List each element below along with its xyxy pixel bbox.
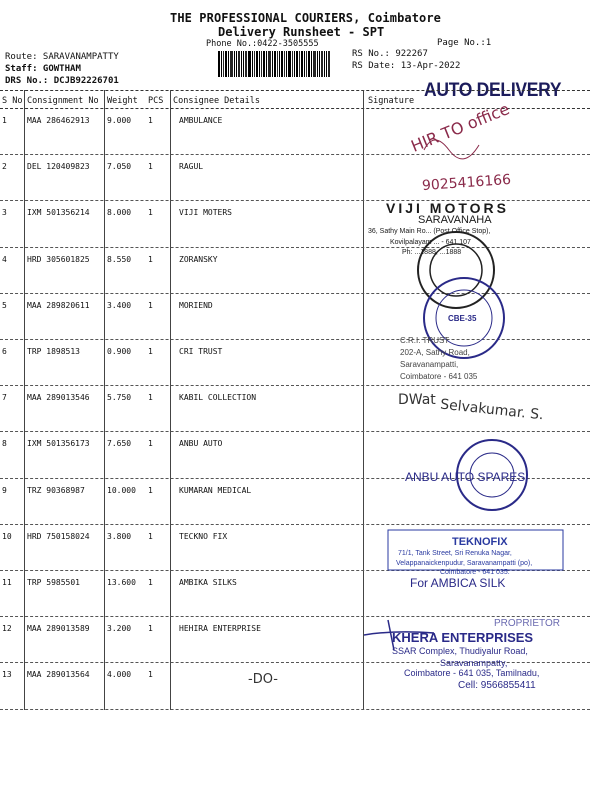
row-pcs: 1 xyxy=(148,578,153,587)
barcode-bar xyxy=(296,51,298,77)
row-consignee: KABIL COLLECTION xyxy=(179,393,257,403)
barcode-bar xyxy=(328,51,330,77)
row-consignee: AMBIKA SILKS xyxy=(179,578,237,587)
runsheet-title: Delivery Runsheet - SPT xyxy=(218,25,385,39)
barcode-bar xyxy=(252,51,253,77)
cri-stamp: C.R.I. TRUST xyxy=(400,336,450,345)
teknofix-stamp-line: Velappanaickenpudur, Saravanampatti (po), xyxy=(396,560,533,567)
row-weight: 3.200 xyxy=(107,624,132,634)
barcode-bar xyxy=(241,51,242,77)
row-sno: 7 xyxy=(2,393,7,403)
viji-stamp-sub: SARAVANAHA xyxy=(418,214,492,226)
handwritten-phone: 9025416166 xyxy=(421,171,512,195)
teknofix-stamp-title: TEKNOFIX xyxy=(452,536,508,548)
cri-stamp: 202-A, Sathy Road, xyxy=(400,348,470,357)
col-header-sno: S No xyxy=(2,96,23,106)
khera-stamp-line: Saravanampatty, xyxy=(440,658,508,668)
row-consignee: KUMARAN MEDICAL xyxy=(179,485,252,495)
row-sno: 13 xyxy=(2,670,12,680)
row-consignment-no: MAA 289013546 xyxy=(27,393,90,403)
cri-stamp: Coimbatore - 641 035 xyxy=(400,372,478,381)
row-pcs: 1 xyxy=(148,670,153,680)
rs-date: RS Date: 13-Apr-2022 xyxy=(352,61,461,71)
row-consignment-no: IXM 501356214 xyxy=(27,208,90,218)
row-weight: 8.550 xyxy=(107,254,132,264)
barcode-bar xyxy=(294,51,295,77)
row-consignee: ZORANSKY xyxy=(179,254,218,264)
col-header-pcs: PCS xyxy=(148,96,164,106)
proprietor-label: PROPRIETOR xyxy=(494,618,560,629)
row-pcs: 1 xyxy=(148,208,153,218)
row-pcs: 1 xyxy=(148,300,153,310)
barcode-bar xyxy=(277,51,278,77)
barcode-bar xyxy=(221,51,222,77)
barcode-bar xyxy=(319,51,320,77)
barcode-bar xyxy=(230,51,233,77)
barcode-bar xyxy=(228,51,229,77)
barcode-bar xyxy=(284,51,285,77)
row-consignee: MORIEND xyxy=(179,300,213,310)
col-header-signature: Signature xyxy=(368,96,415,106)
row-pcs: 1 xyxy=(148,393,153,403)
teknofix-stamp-line: Coimbatore - 641 035. xyxy=(440,569,510,576)
row-consignment-no: MAA 289013589 xyxy=(27,624,90,634)
cri-stamp: Saravanampatti, xyxy=(400,360,459,369)
barcode-bar xyxy=(268,51,271,77)
barcode-bar xyxy=(234,51,235,77)
barcode-bar xyxy=(274,51,276,77)
row-consignment-no: HRD 750158024 xyxy=(27,531,90,541)
col-header-consignee: Consignee Details xyxy=(173,96,260,106)
row-weight: 9.000 xyxy=(107,116,132,125)
barcode-bar xyxy=(324,51,325,77)
row-weight: 5.750 xyxy=(107,393,132,403)
row-weight: 3.800 xyxy=(107,531,132,541)
row-consignee: CRI TRUST xyxy=(179,347,223,356)
row-weight: 0.900 xyxy=(107,347,132,356)
row-weight: 3.400 xyxy=(107,300,132,310)
barcode-bar xyxy=(218,51,220,77)
row-sno: 2 xyxy=(2,162,7,172)
barcode-bar xyxy=(321,51,323,77)
barcode-bar xyxy=(245,51,247,77)
row-sno: 3 xyxy=(2,208,7,218)
header-top-line xyxy=(0,90,590,91)
row-sno: 1 xyxy=(2,116,7,125)
row-weight: 7.050 xyxy=(107,162,132,172)
row-sno: 8 xyxy=(2,439,7,449)
row-sno: 11 xyxy=(2,578,12,587)
anbu-stamp: ANBU AUTO SPARES xyxy=(405,470,526,484)
row-sno: 10 xyxy=(2,531,12,541)
barcode xyxy=(218,51,337,77)
barcode-bar xyxy=(256,51,258,77)
barcode-bar xyxy=(299,51,300,77)
row-consignment-no: MAA 289013564 xyxy=(27,670,90,680)
row-weight: 7.650 xyxy=(107,439,132,449)
row-sno: 9 xyxy=(2,485,7,495)
barcode-bar xyxy=(292,51,293,77)
row-consignment-no: DEL 120409823 xyxy=(27,162,90,172)
page-number: Page No.:1 xyxy=(437,38,492,48)
barcode-bar xyxy=(248,51,251,77)
col-header-weight: Weight xyxy=(107,96,138,106)
row-consignment-no: TRZ 90368987 xyxy=(27,485,85,495)
handwritten-note: DWat xyxy=(398,392,436,408)
row-pcs: 1 xyxy=(148,439,153,449)
row-weight: 10.000 xyxy=(107,485,136,495)
row-consignment-no: MAA 286462913 xyxy=(27,116,90,125)
barcode-bar xyxy=(225,51,227,77)
row-pcs: 1 xyxy=(148,254,153,264)
barcode-bar xyxy=(308,51,310,77)
row-consignment-no: TRP 1898513 xyxy=(27,347,80,356)
courier-title: THE PROFESSIONAL COURIERS, Coimbatore xyxy=(170,11,442,25)
barcode-bar xyxy=(317,51,318,77)
row-sno: 5 xyxy=(2,300,7,310)
row-consignee: VIJI MOTERS xyxy=(179,208,232,218)
handwritten-name: Selvakumar. S. xyxy=(439,396,545,424)
viji-stamp-line: Ph: ...1888, ...1888 xyxy=(402,249,462,256)
route: Route: SARAVANAMPATTY xyxy=(5,52,119,62)
barcode-bar xyxy=(326,51,327,77)
khera-stamp-line: Coimbatore - 641 035, Tamilnadu, xyxy=(404,668,540,678)
barcode-bar xyxy=(272,51,273,77)
barcode-bar xyxy=(259,51,260,77)
barcode-bar xyxy=(279,51,280,77)
khera-stamp-title: KHERA ENTERPRISES xyxy=(392,630,534,645)
staff: Staff: GOWTHAM xyxy=(5,64,81,74)
barcode-bar xyxy=(261,51,262,77)
row-consignment-no: MAA 289820611 xyxy=(27,300,90,310)
row-sno: 4 xyxy=(2,254,7,264)
ambika-stamp: For AMBICA SILK xyxy=(410,576,506,590)
barcode-bar xyxy=(254,51,255,77)
barcode-bar xyxy=(288,51,291,77)
row-pcs: 1 xyxy=(148,116,153,125)
barcode-bar xyxy=(313,51,316,77)
row-weight: 8.000 xyxy=(107,208,132,218)
handwritten-ditto: -DO- xyxy=(248,672,278,687)
barcode-bar xyxy=(236,51,237,77)
viji-stamp-line: 36, Sathy Main Ro... (Post Office Stop), xyxy=(368,228,491,235)
rs-number: RS No.: 922267 xyxy=(352,49,428,59)
row-consignment-no: HRD 305601825 xyxy=(27,254,90,264)
auto-delivery-stamp: AUTO DELIVERY xyxy=(424,80,562,101)
barcode-bar xyxy=(286,51,287,77)
barcode-bar xyxy=(304,51,305,77)
row-consignee: AMBULANCE xyxy=(179,116,223,125)
row-pcs: 1 xyxy=(148,347,153,356)
viji-stamp-title: VIJI MOTORS xyxy=(386,200,509,216)
drs-number: DRS No.: DCJB92226701 xyxy=(5,76,119,86)
viji-stamp-line: Kovilpalayam ... - 641 107 xyxy=(390,239,471,246)
row-consignee: RAGUL xyxy=(179,162,204,172)
barcode-bar xyxy=(243,51,244,77)
col-header-consignment: Consignment No xyxy=(27,96,99,106)
row-sno: 12 xyxy=(2,624,12,634)
barcode-bar xyxy=(301,51,303,77)
barcode-bar xyxy=(238,51,240,77)
row-pcs: 1 xyxy=(148,485,153,495)
phone-number: Phone No.:0422-3505555 xyxy=(206,39,319,49)
barcode-bar xyxy=(263,51,265,77)
row-consignee: ANBU AUTO xyxy=(179,439,223,449)
teknofix-stamp-line: 71/1, Tank Street, Sri Renuka Nagar, xyxy=(398,550,512,557)
khera-stamp-line: SSAR Complex, Thudiyalur Road, xyxy=(392,646,528,656)
row-consignment-no: TRP 5985501 xyxy=(27,578,80,587)
row-sno: 6 xyxy=(2,347,7,356)
barcode-bar xyxy=(311,51,312,77)
handwritten-note: HIR TO office xyxy=(408,99,513,156)
row-consignee: HEHIRA ENTERPRISE xyxy=(179,624,261,634)
cbe-seal-text: CBE-35 xyxy=(448,314,477,323)
row-pcs: 1 xyxy=(148,531,153,541)
row-pcs: 1 xyxy=(148,162,153,172)
barcode-bar xyxy=(223,51,224,77)
barcode-bar xyxy=(281,51,283,77)
khera-stamp-line: Cell: 9566855411 xyxy=(458,680,536,691)
barcode-bar xyxy=(306,51,307,77)
row-weight: 4.000 xyxy=(107,670,132,680)
barcode-bar xyxy=(266,51,267,77)
row-consignee: TECKNO FIX xyxy=(179,531,228,541)
row-weight: 13.600 xyxy=(107,578,136,587)
row-pcs: 1 xyxy=(148,624,153,634)
row-consignment-no: IXM 501356173 xyxy=(27,439,90,449)
